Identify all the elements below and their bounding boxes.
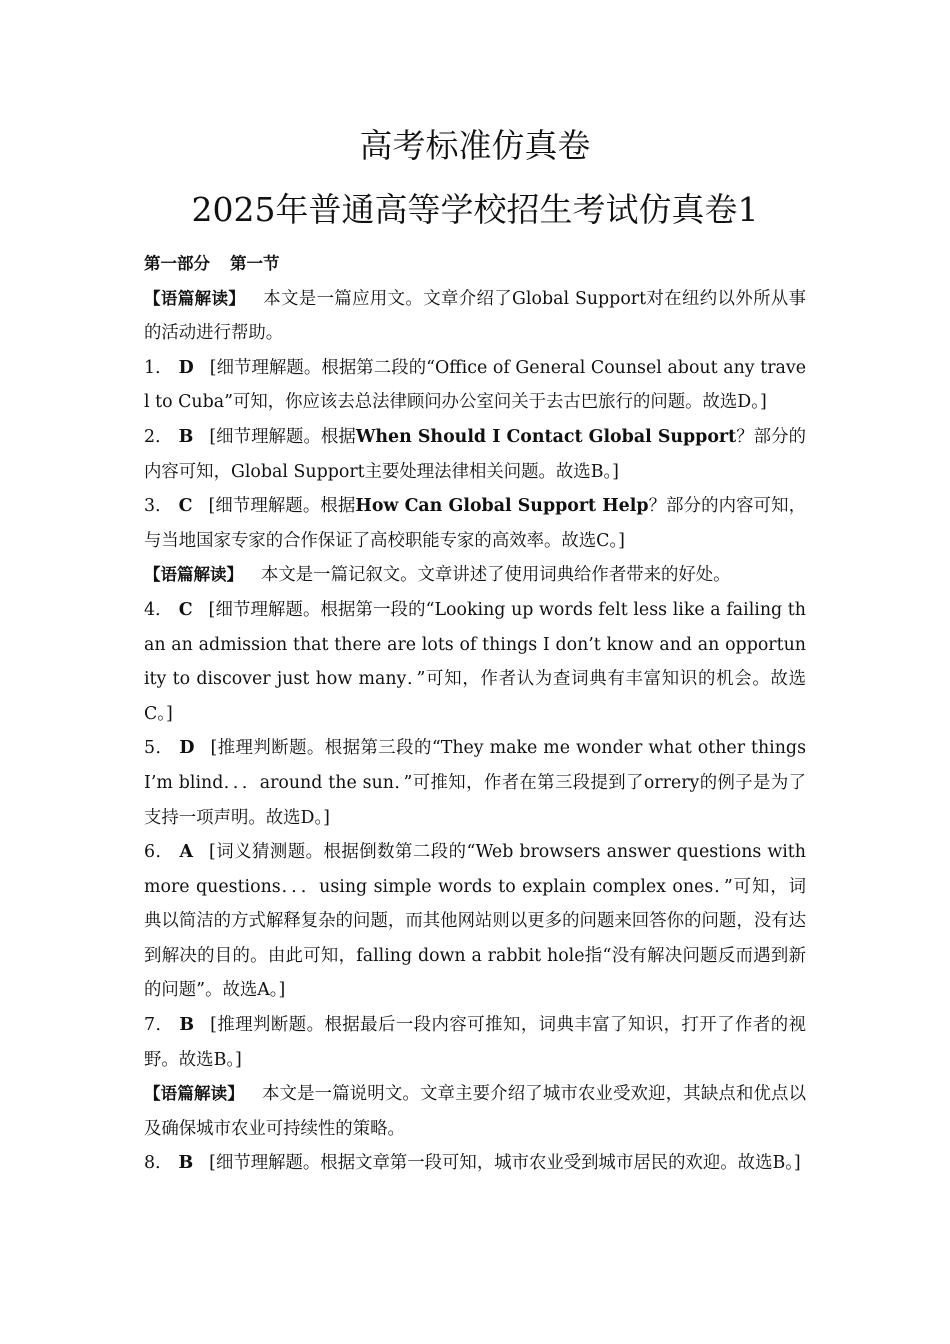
answer-item [144, 351, 806, 420]
passage-label: 【语篇解读】 [144, 288, 246, 308]
answer-explanation-bold: When Should I Contact Global Support [355, 426, 737, 447]
answer-letter: B [179, 1015, 195, 1036]
question-number: 1． [144, 357, 173, 378]
answer-item [144, 489, 806, 558]
passage-summary [144, 282, 806, 351]
exam-title: 2025年普通高等学校招生考试仿真卷1 [191, 190, 759, 229]
answer-item [144, 731, 806, 835]
answer-explanation-bold: How Can Global Support Help [355, 496, 649, 517]
answer-letter: D [179, 738, 195, 759]
answer-explanation: [词义猜测题。根据倒数第二段的“Web browsers answer questions with more questions．．．using simple words to explain complex ones．”可知，词典以简洁的方式解释复杂的问题，而其他网站则以更多的问题来回答你的问题，没有达到解决的目的。由此可知，falling down a rabbit hole指“没有解决问题反而遇到新的问题”。故选A。] [144, 842, 806, 1001]
answer-letter: A [179, 842, 193, 863]
passage-summary-text: 本文是一篇应用文。文章介绍了Global Support对在纽约以外所从事的活动进行帮助。 [144, 288, 807, 344]
answer-letter: C [178, 599, 193, 620]
answer-key-body [144, 247, 806, 1181]
question-number: 6． [144, 842, 174, 863]
question-number: 5． [144, 738, 174, 759]
answer-item [144, 1008, 806, 1077]
answer-explanation: [细节理解题。根据第一段的“Looking up words felt less like a failing than an admission that there are lots of things I don’t know and an opportunity to discover just how many．”可知，作者认为查词典有丰富知识的机会。故选C。] [144, 599, 806, 724]
passage-label: 【语篇解读】 [144, 1084, 244, 1104]
passage-label: 【语篇解读】 [144, 565, 243, 585]
subsection-label: 第一节 [230, 254, 280, 273]
answer-letter: B [178, 1153, 194, 1174]
answer-letter: B [178, 426, 194, 447]
answer-explanation: [推理判断题。根据第三段的“They make me wonder what other things I’m blind．．．around the sun．”可推知，作者在第三段提到了orrery的例子是为了支持一项声明。故选D。] [144, 738, 806, 828]
question-number: 4． [144, 599, 173, 620]
answer-explanation-lead: [细节理解题。根据 [209, 426, 356, 447]
question-number: 7． [144, 1015, 174, 1036]
question-number: 8． [144, 1153, 173, 1174]
answer-explanation: [推理判断题。根据最后一段内容可推知，词典丰富了知识，打开了作者的视野。故选B。] [144, 1015, 806, 1070]
answer-letter: D [178, 357, 194, 378]
answer-letter: C [178, 496, 193, 517]
answer-explanation: [细节理解题。根据第二段的“Office of General Counsel about any travel to Cuba”可知，你应该去总法律顾问办公室问关于去古巴旅行的问题。故选D。] [144, 357, 806, 413]
document-title: 高考标准仿真卷 [359, 126, 591, 165]
answer-item [144, 835, 806, 1008]
question-number: 2． [144, 426, 173, 447]
passage-summary [144, 1077, 806, 1146]
passage-summary [144, 558, 806, 593]
answer-explanation: [细节理解题。根据文章第一段可知，城市农业受到城市居民的欢迎。故选B。] [209, 1153, 801, 1174]
passage-summary-text: 本文是一篇说明文。文章主要介绍了城市农业受欢迎，其缺点和优点以及确保城市农业可持续性的策略。 [144, 1084, 806, 1139]
answer-item [144, 1146, 806, 1181]
answer-explanation-rest: ？部分的内容可知，与当地国家专家的合作保证了高校职能专家的高效率。故选C。] [144, 496, 806, 551]
answer-item [144, 593, 806, 731]
question-number: 3． [144, 496, 173, 517]
answer-explanation-rest: ？部分的内容可知，Global Support主要处理法律相关问题。故选B。] [144, 426, 806, 482]
answer-item [144, 420, 806, 489]
answer-explanation-lead: [细节理解题。根据 [208, 496, 356, 517]
passage-summary-text: 本文是一篇记叙文。文章讲述了使用词典给作者带来的好处。 [261, 565, 731, 586]
part-label: 第一部分 [144, 254, 210, 273]
section-heading [144, 247, 806, 282]
